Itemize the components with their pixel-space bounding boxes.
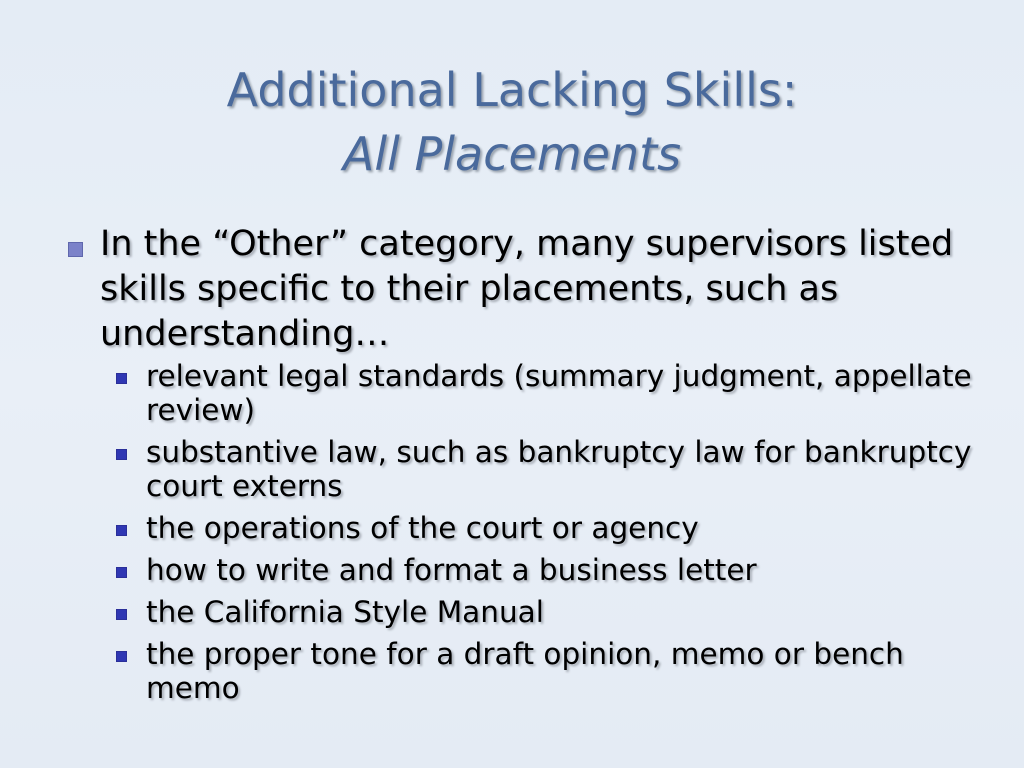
sub-bullet [108, 595, 982, 629]
sub-bullet-text: how to write and format a business letter [146, 553, 757, 587]
slide-title [0, 58, 1024, 186]
slide-body [62, 222, 982, 713]
main-bullet [62, 222, 982, 357]
sub-bullet [108, 359, 982, 427]
sub-bullet-text: relevant legal standards (summary judgment, appellate review) [146, 359, 972, 427]
sub-bullet [108, 511, 982, 545]
square-bullet-icon [116, 651, 127, 662]
square-bullet-icon [68, 242, 83, 257]
title-line-2: All Placements [342, 127, 682, 181]
sub-bullet-text: the operations of the court or agency [146, 511, 699, 545]
sub-bullet-text: the proper tone for a draft opinion, memo or bench memo [146, 637, 904, 705]
square-bullet-icon [116, 449, 127, 460]
main-bullet-text: In the “Other” category, many supervisors listed skills specific to their placements, such as understanding… [100, 224, 954, 354]
square-bullet-icon [116, 373, 127, 384]
square-bullet-icon [116, 609, 127, 620]
sub-bullet-list [62, 359, 982, 705]
square-bullet-icon [116, 567, 127, 578]
sub-bullet-text: the California Style Manual [146, 595, 544, 629]
sub-bullet [108, 637, 982, 705]
title-line-1: Additional Lacking Skills: [226, 63, 798, 117]
sub-bullet [108, 435, 982, 503]
sub-bullet [108, 553, 982, 587]
sub-bullet-text: substantive law, such as bankruptcy law for bankruptcy court externs [146, 435, 972, 503]
square-bullet-icon [116, 525, 127, 536]
